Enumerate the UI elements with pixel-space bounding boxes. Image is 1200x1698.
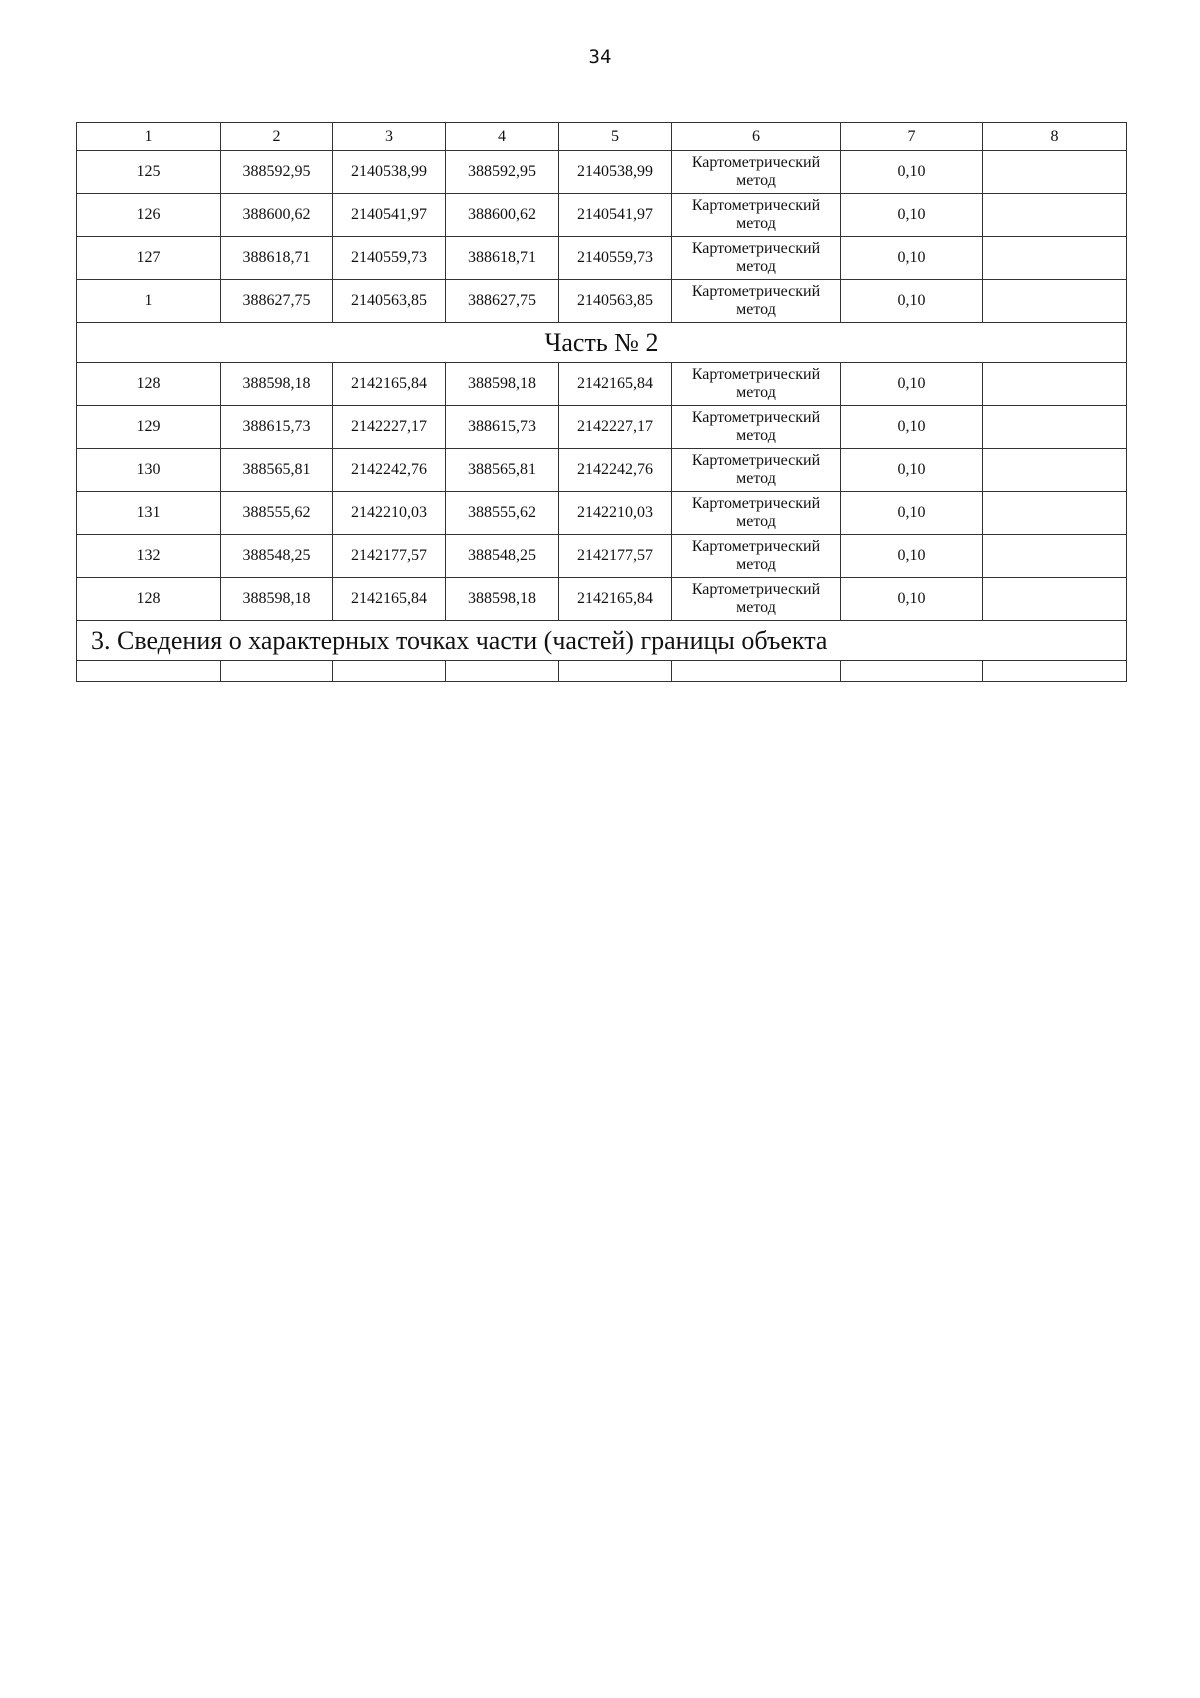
table-cell: 126 (77, 194, 221, 237)
table-cell: 0,10 (841, 449, 983, 492)
table-cell: 131 (77, 492, 221, 535)
table-cell: 388598,18 (446, 363, 559, 406)
table-cell: Картометрический метод (672, 194, 841, 237)
table-cell: 2142227,17 (559, 406, 672, 449)
table-cell (983, 578, 1127, 621)
table-cell: 388600,62 (221, 194, 333, 237)
table-cell: 1 (77, 280, 221, 323)
table-cell: 127 (77, 237, 221, 280)
table-row (77, 151, 1127, 194)
table-cell: 132 (77, 535, 221, 578)
table-cell: 2140538,99 (559, 151, 672, 194)
table-cell: 388548,25 (221, 535, 333, 578)
table-cell (983, 449, 1127, 492)
table-cell: 2140559,73 (559, 237, 672, 280)
page-number: 34 (588, 46, 612, 68)
table-cell: 125 (77, 151, 221, 194)
table-cell: 2142165,84 (559, 363, 672, 406)
table-cell: Картометрический метод (672, 280, 841, 323)
table-header-row (77, 123, 1127, 151)
table-cell (77, 661, 221, 682)
table-cell: 388565,81 (221, 449, 333, 492)
table-row (77, 535, 1127, 578)
table-cell: 0,10 (841, 280, 983, 323)
table-cell (983, 406, 1127, 449)
table-cell (841, 661, 983, 682)
table-cell: 2142165,84 (333, 363, 446, 406)
table-cell (221, 661, 333, 682)
section-3-title-row (77, 621, 1127, 661)
table-cell: 2142165,84 (559, 578, 672, 621)
column-header: 3 (333, 123, 446, 151)
table-cell: 388627,75 (446, 280, 559, 323)
table-cell: 2142210,03 (559, 492, 672, 535)
table-cell (333, 661, 446, 682)
table-cell: 388615,73 (221, 406, 333, 449)
column-header: 4 (446, 123, 559, 151)
column-header: 5 (559, 123, 672, 151)
part-2-title-row (77, 323, 1127, 363)
table-cell: 388627,75 (221, 280, 333, 323)
table-cell: 2140541,97 (333, 194, 446, 237)
table-cell (983, 237, 1127, 280)
table-cell: 388592,95 (446, 151, 559, 194)
table-cell: 388598,18 (221, 363, 333, 406)
column-header: 7 (841, 123, 983, 151)
column-header: 8 (983, 123, 1127, 151)
table-cell: 388615,73 (446, 406, 559, 449)
table-cell: 0,10 (841, 406, 983, 449)
table-cell: 0,10 (841, 535, 983, 578)
table-cell (672, 661, 841, 682)
table-cell: Картометрический метод (672, 406, 841, 449)
column-header: 1 (77, 123, 221, 151)
table-cell: 388555,62 (446, 492, 559, 535)
table-cell (983, 363, 1127, 406)
table-cell: 2140563,85 (559, 280, 672, 323)
table-cell (983, 194, 1127, 237)
table-cell: 2142177,57 (333, 535, 446, 578)
table-cell: 388618,71 (221, 237, 333, 280)
coordinates-table (76, 122, 1127, 682)
table-cell: 2140538,99 (333, 151, 446, 194)
table-cell: 0,10 (841, 492, 983, 535)
table-cell (446, 661, 559, 682)
table-cell: 2140541,97 (559, 194, 672, 237)
table-cell: 128 (77, 363, 221, 406)
table-cell (983, 661, 1127, 682)
table-cell: Картометрический метод (672, 449, 841, 492)
table-cell: 388598,18 (446, 578, 559, 621)
column-header: 6 (672, 123, 841, 151)
table-cell: 388600,62 (446, 194, 559, 237)
table-cell (559, 661, 672, 682)
table-cell (983, 151, 1127, 194)
table-row (77, 194, 1127, 237)
table-cell: 388598,18 (221, 578, 333, 621)
table-cell: 0,10 (841, 194, 983, 237)
part-2-title: Часть № 2 (77, 323, 1127, 363)
table-row (77, 578, 1127, 621)
table-row (77, 449, 1127, 492)
table-cell: 2142242,76 (559, 449, 672, 492)
table-row (77, 237, 1127, 280)
empty-table-row (77, 661, 1127, 682)
table-cell: 2140559,73 (333, 237, 446, 280)
table-cell: Картометрический метод (672, 578, 841, 621)
table-row (77, 280, 1127, 323)
table-cell: 130 (77, 449, 221, 492)
table-cell: 2140563,85 (333, 280, 446, 323)
table-cell (983, 492, 1127, 535)
table-cell: 388565,81 (446, 449, 559, 492)
column-header: 2 (221, 123, 333, 151)
table-cell: Картометрический метод (672, 151, 841, 194)
table-cell: 128 (77, 578, 221, 621)
table-cell: 0,10 (841, 578, 983, 621)
table-row (77, 406, 1127, 449)
table-cell (983, 535, 1127, 578)
table-cell: 0,10 (841, 363, 983, 406)
table-cell: 2142210,03 (333, 492, 446, 535)
table-cell: 0,10 (841, 237, 983, 280)
table-row (77, 363, 1127, 406)
section-3-title: 3. Сведения о характерных точках части (частей) границы объекта (77, 621, 1127, 661)
table-cell: 2142165,84 (333, 578, 446, 621)
table-cell: Картометрический метод (672, 237, 841, 280)
table-cell: 388555,62 (221, 492, 333, 535)
table-cell: 2142227,17 (333, 406, 446, 449)
table-cell: Картометрический метод (672, 535, 841, 578)
table-cell: 388548,25 (446, 535, 559, 578)
table-cell: 2142177,57 (559, 535, 672, 578)
table-cell: Картометрический метод (672, 492, 841, 535)
table-cell: 388618,71 (446, 237, 559, 280)
table-cell (983, 280, 1127, 323)
table-cell: 388592,95 (221, 151, 333, 194)
table-cell: 0,10 (841, 151, 983, 194)
table-row (77, 492, 1127, 535)
table-cell: 2142242,76 (333, 449, 446, 492)
table-cell: Картометрический метод (672, 363, 841, 406)
table-cell: 129 (77, 406, 221, 449)
